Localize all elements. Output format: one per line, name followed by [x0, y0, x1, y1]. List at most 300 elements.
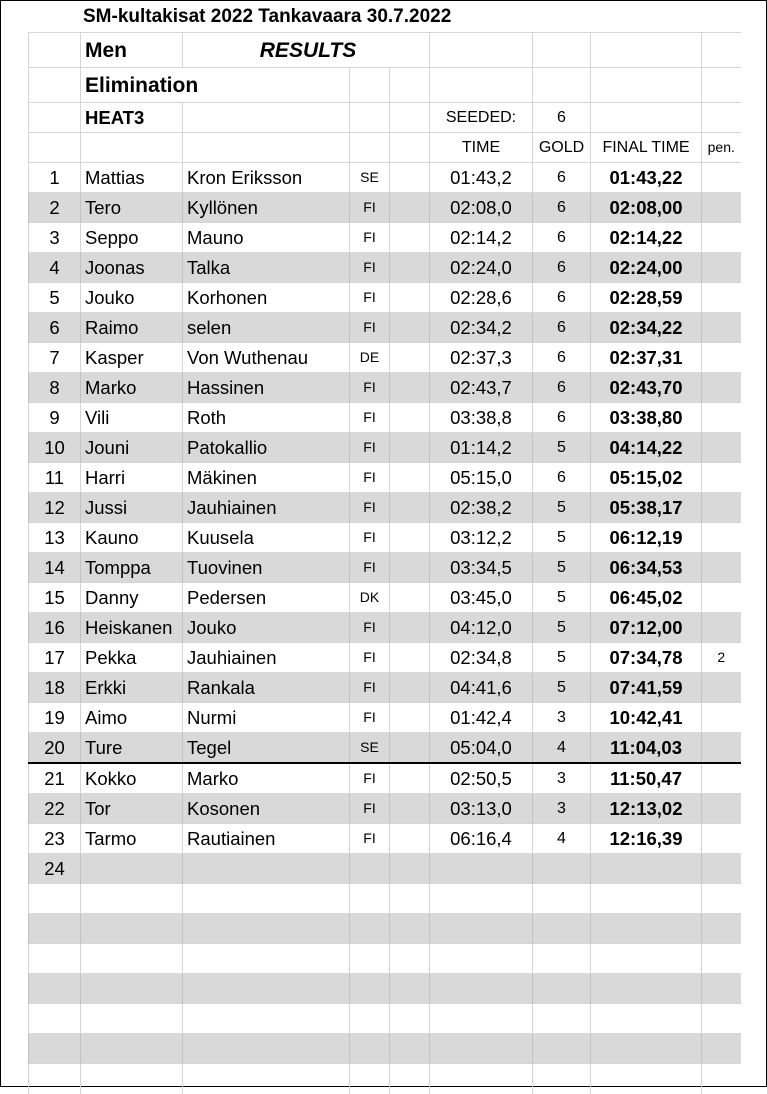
column-header-row: [29, 133, 741, 163]
country-cell: FI: [350, 433, 390, 463]
last-name-cell: Mäkinen: [183, 463, 350, 493]
rank-cell: [29, 1004, 81, 1034]
penalty-cell: [702, 944, 741, 974]
gold-count-cell: 6: [533, 313, 591, 343]
time-cell: [430, 914, 533, 944]
penalty-cell: [702, 703, 741, 733]
time-cell: 03:12,2: [430, 523, 533, 553]
empty-cell: [390, 193, 430, 223]
category-label: Men: [81, 33, 183, 68]
penalty-cell: [702, 373, 741, 403]
empty-cell: [390, 673, 430, 703]
rank-cell: 9: [29, 403, 81, 433]
empty-cell: [390, 403, 430, 433]
gold-count-cell: 6: [533, 193, 591, 223]
final-time-cell: 03:38,80: [591, 403, 702, 433]
time-cell: 03:38,8: [430, 403, 533, 433]
rank-cell: 15: [29, 583, 81, 613]
rank-cell: 21: [29, 763, 81, 794]
heat-label: HEAT3: [81, 103, 183, 133]
last-name-cell: [183, 914, 350, 944]
table-row: [29, 373, 741, 403]
table-row: [29, 914, 741, 944]
time-cell: 06:16,4: [430, 824, 533, 854]
empty-cell: [390, 283, 430, 313]
country-cell: FI: [350, 253, 390, 283]
empty-cell: [390, 583, 430, 613]
country-cell: FI: [350, 463, 390, 493]
table-row: [29, 613, 741, 643]
table-row: [29, 223, 741, 253]
table-row: [29, 1034, 741, 1064]
gold-count-cell: 6: [533, 283, 591, 313]
penalty-cell: [702, 523, 741, 553]
final-time-cell: 05:38,17: [591, 493, 702, 523]
country-cell: FI: [350, 283, 390, 313]
table-row: [29, 1004, 741, 1034]
time-cell: [430, 1034, 533, 1064]
final-time-cell: 07:12,00: [591, 613, 702, 643]
table-row: [29, 433, 741, 463]
gold-count-cell: 3: [533, 763, 591, 794]
first-name-cell: Harri: [81, 463, 183, 493]
time-cell: [430, 974, 533, 1004]
first-name-cell: Tor: [81, 794, 183, 824]
last-name-cell: Hassinen: [183, 373, 350, 403]
penalty-cell: [702, 253, 741, 283]
first-name-cell: Jouni: [81, 433, 183, 463]
country-cell: [350, 914, 390, 944]
gold-count-cell: 5: [533, 643, 591, 673]
penalty-cell: [702, 283, 741, 313]
country-cell: FI: [350, 313, 390, 343]
first-name-cell: Tarmo: [81, 824, 183, 854]
last-name-cell: Kron Eriksson: [183, 163, 350, 193]
final-time-cell: 01:43,22: [591, 163, 702, 193]
rank-cell: 2: [29, 193, 81, 223]
final-time-cell: 02:34,22: [591, 313, 702, 343]
time-cell: 03:34,5: [430, 553, 533, 583]
country-cell: SE: [350, 733, 390, 764]
penalty-cell: [702, 193, 741, 223]
table-row: [29, 884, 741, 914]
gold-count-cell: 6: [533, 403, 591, 433]
country-cell: DK: [350, 583, 390, 613]
final-time-cell: 05:15,02: [591, 463, 702, 493]
time-cell: [430, 1004, 533, 1034]
gold-count-cell: [533, 1034, 591, 1064]
empty-cell: [390, 794, 430, 824]
final-time-cell: 11:50,47: [591, 763, 702, 794]
table-row: [29, 974, 741, 1004]
gold-count-cell: 4: [533, 733, 591, 764]
rank-cell: 13: [29, 523, 81, 553]
rank-cell: 24: [29, 854, 81, 884]
penalty-cell: [702, 974, 741, 1004]
first-name-cell: Kokko: [81, 763, 183, 794]
gold-count-cell: 5: [533, 583, 591, 613]
first-name-cell: Vili: [81, 403, 183, 433]
table-row: [29, 553, 741, 583]
empty-cell: [390, 884, 430, 914]
first-name-cell: Jouko: [81, 283, 183, 313]
last-name-cell: Kuusela: [183, 523, 350, 553]
last-name-cell: Tuovinen: [183, 553, 350, 583]
rank-cell: [29, 1064, 81, 1094]
time-cell: [430, 1064, 533, 1094]
time-cell: [430, 854, 533, 884]
first-name-cell: Ture: [81, 733, 183, 764]
country-cell: [350, 1004, 390, 1034]
rank-cell: [29, 884, 81, 914]
first-name-cell: Aimo: [81, 703, 183, 733]
time-cell: 02:43,7: [430, 373, 533, 403]
penalty-cell: [702, 463, 741, 493]
rank-cell: 10: [29, 433, 81, 463]
gold-count-cell: 5: [533, 433, 591, 463]
empty-cell: [390, 613, 430, 643]
table-row: [29, 733, 741, 764]
gold-count-cell: 6: [533, 373, 591, 403]
table-row: [29, 854, 741, 884]
last-name-cell: Marko: [183, 763, 350, 794]
table-row: [29, 253, 741, 283]
round-label: Elimination: [81, 68, 350, 103]
last-name-cell: Tegel: [183, 733, 350, 764]
rank-cell: 16: [29, 613, 81, 643]
first-name-cell: Pekka: [81, 643, 183, 673]
last-name-cell: [183, 1034, 350, 1064]
last-name-cell: Mauno: [183, 223, 350, 253]
time-cell: 04:41,6: [430, 673, 533, 703]
empty-cell: [390, 944, 430, 974]
column-header-pen: pen.: [702, 133, 741, 163]
penalty-cell: [702, 824, 741, 854]
rank-cell: 12: [29, 493, 81, 523]
empty-cell: [390, 523, 430, 553]
last-name-cell: [183, 854, 350, 884]
rank-cell: 23: [29, 824, 81, 854]
rank-cell: [29, 1034, 81, 1064]
first-name-cell: Tero: [81, 193, 183, 223]
country-cell: FI: [350, 703, 390, 733]
last-name-cell: Jauhiainen: [183, 493, 350, 523]
final-time-cell: [591, 1004, 702, 1034]
first-name-cell: [81, 974, 183, 1004]
empty-cell: [390, 854, 430, 884]
penalty-cell: [702, 733, 741, 764]
empty-cell: [390, 763, 430, 794]
first-name-cell: [81, 914, 183, 944]
last-name-cell: [183, 1064, 350, 1094]
gold-count-cell: 6: [533, 463, 591, 493]
results-table: [28, 32, 741, 1094]
gold-count-cell: 5: [533, 553, 591, 583]
penalty-cell: [702, 1064, 741, 1094]
rank-cell: [29, 974, 81, 1004]
country-cell: FI: [350, 763, 390, 794]
table-row: [29, 463, 741, 493]
gold-count-cell: 5: [533, 493, 591, 523]
final-time-cell: 11:04,03: [591, 733, 702, 764]
penalty-cell: [702, 854, 741, 884]
first-name-cell: [81, 854, 183, 884]
penalty-cell: [702, 1004, 741, 1034]
time-cell: 02:37,3: [430, 343, 533, 373]
country-cell: FI: [350, 553, 390, 583]
empty-cell: [390, 433, 430, 463]
country-cell: FI: [350, 643, 390, 673]
final-time-cell: 10:42,41: [591, 703, 702, 733]
last-name-cell: [183, 884, 350, 914]
first-name-cell: Jussi: [81, 493, 183, 523]
last-name-cell: Jouko: [183, 613, 350, 643]
rank-cell: 14: [29, 553, 81, 583]
table-row: [29, 763, 741, 794]
last-name-cell: Talka: [183, 253, 350, 283]
last-name-cell: Pedersen: [183, 583, 350, 613]
time-cell: 04:12,0: [430, 613, 533, 643]
final-time-cell: 02:08,00: [591, 193, 702, 223]
final-time-cell: 02:14,22: [591, 223, 702, 253]
final-time-cell: 06:45,02: [591, 583, 702, 613]
gold-count-cell: [533, 944, 591, 974]
rank-cell: 8: [29, 373, 81, 403]
time-cell: [430, 884, 533, 914]
last-name-cell: Nurmi: [183, 703, 350, 733]
time-cell: 05:15,0: [430, 463, 533, 493]
first-name-cell: [81, 1004, 183, 1034]
penalty-cell: [702, 914, 741, 944]
last-name-cell: [183, 974, 350, 1004]
empty-cell: [390, 313, 430, 343]
penalty-cell: [702, 884, 741, 914]
first-name-cell: Tomppa: [81, 553, 183, 583]
header-row-heat: [29, 103, 741, 133]
penalty-cell: [702, 673, 741, 703]
final-time-cell: 02:43,70: [591, 373, 702, 403]
time-cell: 05:04,0: [430, 733, 533, 764]
country-cell: FI: [350, 613, 390, 643]
penalty-cell: [702, 313, 741, 343]
empty-cell: [390, 733, 430, 764]
first-name-cell: Heiskanen: [81, 613, 183, 643]
page-title: SM-kultakisat 2022 Tankavaara 30.7.2022: [83, 6, 452, 27]
final-time-cell: 06:12,19: [591, 523, 702, 553]
time-cell: 02:14,2: [430, 223, 533, 253]
time-cell: 02:34,8: [430, 643, 533, 673]
gold-count-cell: 4: [533, 824, 591, 854]
rank-cell: 11: [29, 463, 81, 493]
empty-cell: [390, 1064, 430, 1094]
empty-cell: [390, 974, 430, 1004]
penalty-cell: [702, 1034, 741, 1064]
first-name-cell: Danny: [81, 583, 183, 613]
penalty-cell: [702, 613, 741, 643]
penalty-cell: [702, 493, 741, 523]
rank-cell: 18: [29, 673, 81, 703]
first-name-cell: [81, 884, 183, 914]
final-time-cell: 02:28,59: [591, 283, 702, 313]
empty-cell: [390, 1034, 430, 1064]
rank-cell: 1: [29, 163, 81, 193]
column-header-gold: GOLD: [533, 133, 591, 163]
final-time-cell: 02:24,00: [591, 253, 702, 283]
first-name-cell: [81, 944, 183, 974]
country-cell: FI: [350, 824, 390, 854]
country-cell: [350, 1064, 390, 1094]
country-cell: FI: [350, 523, 390, 553]
final-time-cell: [591, 1034, 702, 1064]
final-time-cell: 02:37,31: [591, 343, 702, 373]
gold-count-cell: 6: [533, 253, 591, 283]
last-name-cell: [183, 1004, 350, 1034]
time-cell: 02:50,5: [430, 763, 533, 794]
time-cell: 02:24,0: [430, 253, 533, 283]
last-name-cell: Von Wuthenau: [183, 343, 350, 373]
final-time-cell: 07:34,78: [591, 643, 702, 673]
empty-cell: [390, 373, 430, 403]
table-row: [29, 493, 741, 523]
table-row: [29, 403, 741, 433]
penalty-cell: [702, 223, 741, 253]
last-name-cell: Patokallio: [183, 433, 350, 463]
gold-count-cell: 6: [533, 223, 591, 253]
final-time-cell: [591, 884, 702, 914]
country-cell: DE: [350, 343, 390, 373]
country-cell: SE: [350, 163, 390, 193]
empty-cell: [390, 343, 430, 373]
rank-cell: 6: [29, 313, 81, 343]
rank-cell: [29, 944, 81, 974]
table-row: [29, 944, 741, 974]
column-header-final-time: FINAL TIME: [591, 133, 702, 163]
country-cell: FI: [350, 794, 390, 824]
penalty-cell: [702, 433, 741, 463]
penalty-cell: [702, 794, 741, 824]
rank-cell: 19: [29, 703, 81, 733]
penalty-cell: [702, 403, 741, 433]
first-name-cell: Mattias: [81, 163, 183, 193]
table-row: [29, 703, 741, 733]
results-label: RESULTS: [183, 33, 430, 68]
table-row: [29, 824, 741, 854]
gold-count-cell: 3: [533, 794, 591, 824]
final-time-cell: 06:34,53: [591, 553, 702, 583]
gold-count-cell: 6: [533, 163, 591, 193]
empty-cell: [390, 163, 430, 193]
table-row: [29, 583, 741, 613]
first-name-cell: Kasper: [81, 343, 183, 373]
rank-cell: 20: [29, 733, 81, 764]
first-name-cell: Raimo: [81, 313, 183, 343]
empty-cell: [390, 223, 430, 253]
country-cell: FI: [350, 373, 390, 403]
final-time-cell: [591, 854, 702, 884]
country-cell: [350, 854, 390, 884]
final-time-cell: [591, 974, 702, 1004]
last-name-cell: Kyllönen: [183, 193, 350, 223]
country-cell: [350, 974, 390, 1004]
first-name-cell: Kauno: [81, 523, 183, 553]
empty-cell: [390, 824, 430, 854]
penalty-cell: [702, 553, 741, 583]
gold-count-cell: 3: [533, 703, 591, 733]
last-name-cell: [183, 944, 350, 974]
table-row: [29, 313, 741, 343]
empty-cell: [390, 253, 430, 283]
time-cell: 02:28,6: [430, 283, 533, 313]
country-cell: FI: [350, 403, 390, 433]
empty-cell: [390, 1004, 430, 1034]
empty-cell: [390, 493, 430, 523]
rank-cell: [29, 914, 81, 944]
table-row: [29, 523, 741, 553]
gold-count-cell: 6: [533, 343, 591, 373]
first-name-cell: Seppo: [81, 223, 183, 253]
header-row-round: [29, 68, 741, 103]
last-name-cell: Jauhiainen: [183, 643, 350, 673]
gold-count-cell: 5: [533, 523, 591, 553]
final-time-cell: [591, 944, 702, 974]
gold-count-cell: [533, 1004, 591, 1034]
table-row: [29, 343, 741, 373]
empty-cell: [390, 643, 430, 673]
header-row-category: [29, 33, 741, 68]
time-cell: 01:43,2: [430, 163, 533, 193]
rank-cell: 3: [29, 223, 81, 253]
final-time-cell: 07:41,59: [591, 673, 702, 703]
country-cell: FI: [350, 223, 390, 253]
column-header-time: TIME: [430, 133, 533, 163]
empty-cell: [390, 553, 430, 583]
country-cell: [350, 944, 390, 974]
first-name-cell: Erkki: [81, 673, 183, 703]
time-cell: 02:34,2: [430, 313, 533, 343]
country-cell: FI: [350, 673, 390, 703]
time-cell: 03:13,0: [430, 794, 533, 824]
table-row: [29, 643, 741, 673]
final-time-cell: [591, 914, 702, 944]
table-row: [29, 283, 741, 313]
time-cell: 01:14,2: [430, 433, 533, 463]
rank-cell: 4: [29, 253, 81, 283]
table-row: [29, 163, 741, 193]
penalty-cell: [702, 163, 741, 193]
first-name-cell: [81, 1034, 183, 1064]
empty-cell: [390, 914, 430, 944]
final-time-cell: 12:13,02: [591, 794, 702, 824]
penalty-cell: [702, 343, 741, 373]
table-row: [29, 193, 741, 223]
final-time-cell: [591, 1064, 702, 1094]
rank-cell: 7: [29, 343, 81, 373]
rank-cell: 5: [29, 283, 81, 313]
gold-count-cell: [533, 974, 591, 1004]
gold-count-cell: [533, 1064, 591, 1094]
gold-count-cell: [533, 884, 591, 914]
gold-count-cell: [533, 854, 591, 884]
last-name-cell: Rautiainen: [183, 824, 350, 854]
country-cell: FI: [350, 493, 390, 523]
first-name-cell: Joonas: [81, 253, 183, 283]
empty-cell: [390, 463, 430, 493]
country-cell: [350, 884, 390, 914]
country-cell: FI: [350, 193, 390, 223]
penalty-cell: [702, 583, 741, 613]
last-name-cell: selen: [183, 313, 350, 343]
rank-cell: 17: [29, 643, 81, 673]
